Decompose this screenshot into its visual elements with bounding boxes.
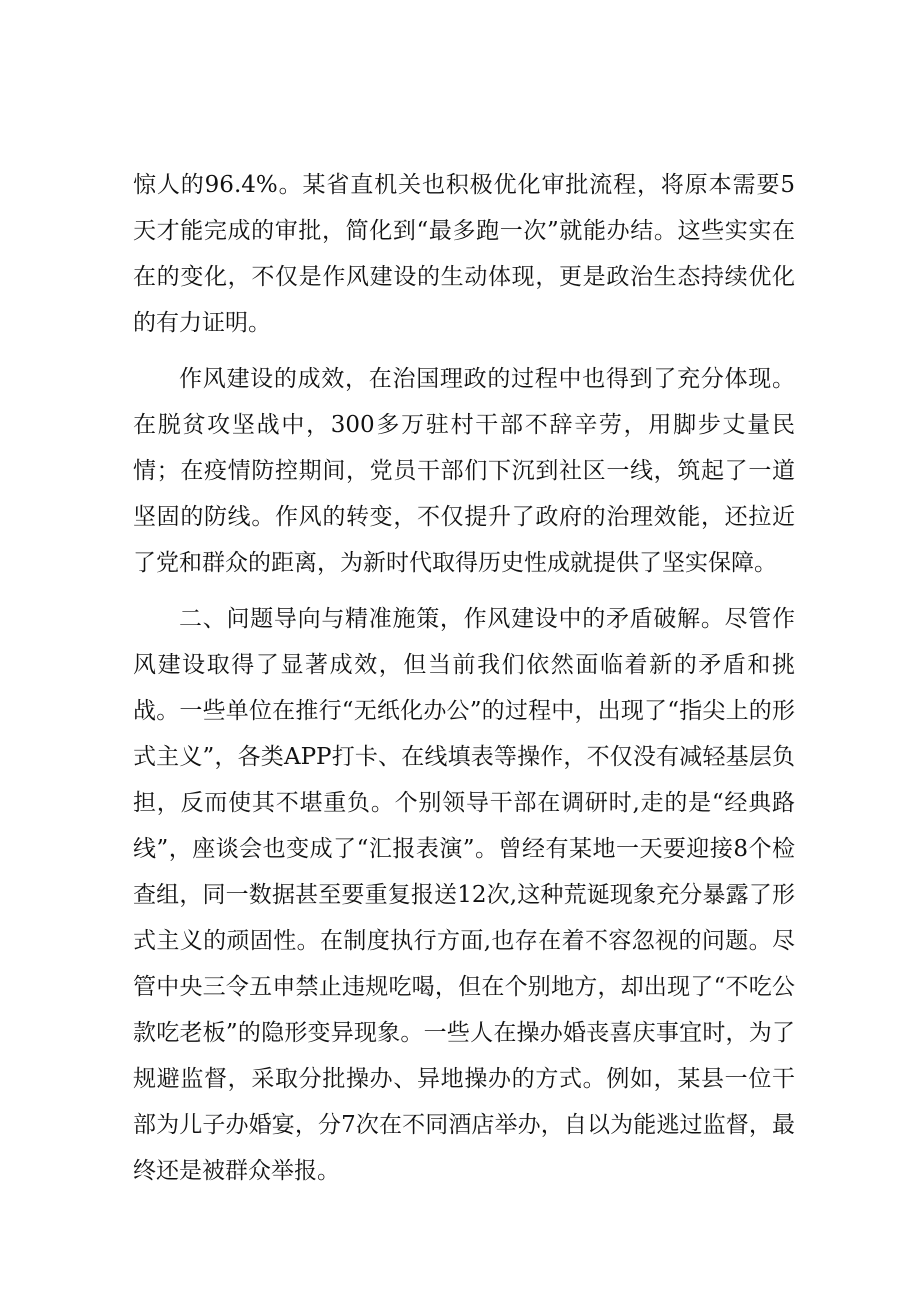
paragraph-problem-orientation: 二、问题导向与精准施策，作风建设中的矛盾破解。尽管作风建设取得了显著成效，但当前我们依然面临着新的矛盾和挑战。一些单位在推行“无纸化办公”的过程中，出现了“指尖上的形式主义”，各类APP打卡、在线填表等操作，不仅没有减轻基层负担，反而使其不堪重负。个别领导干部在调研时,走的是“经典路线”，座谈会也变成了“汇报表演”。曾经有某地一天要迎接8个检查组，同一数据甚至要重复报送12次,这种荒诞现象充分暴露了形式主义的顽固性。在制度执行方面,也存在着不容忽视的问题。尽管中央三令五申禁止违规吃喝，但在个别地方，却出现了“不吃公款吃老板”的隐形变异现象。一些人在操办婚丧喜庆事宜时，为了规避监督，采取分批操办、异地操办的方式。例如，某县一位干部为儿子办婚宴，分7次在不同酒店举办，自以为能逃过监督，最终还是被群众举报。 <box>133 606 795 1184</box>
document-body <box>133 162 795 1204</box>
paragraph-continuation: 惊人的96.4%。某省直机关也积极优化审批流程，将原本需要5天才能完成的审批，简化到“最多跑一次”就能办结。这些实实在在的变化，不仅是作风建设的生动体现，更是政治生态持续优化的有力证明。 <box>133 172 795 336</box>
paragraph-governance-results: 作风建设的成效，在治国理政的过程中也得到了充分体现。在脱贫攻坚战中，300多万驻村干部不辞辛劳，用脚步丈量民情；在疫情防控期间，党员干部们下沉到社区一线，筑起了一道坚固的防线。作风的转变，不仅提升了政府的治理效能，还拉近了党和群众的距离，为新时代取得历史性成就提供了坚实保障。 <box>133 366 795 576</box>
